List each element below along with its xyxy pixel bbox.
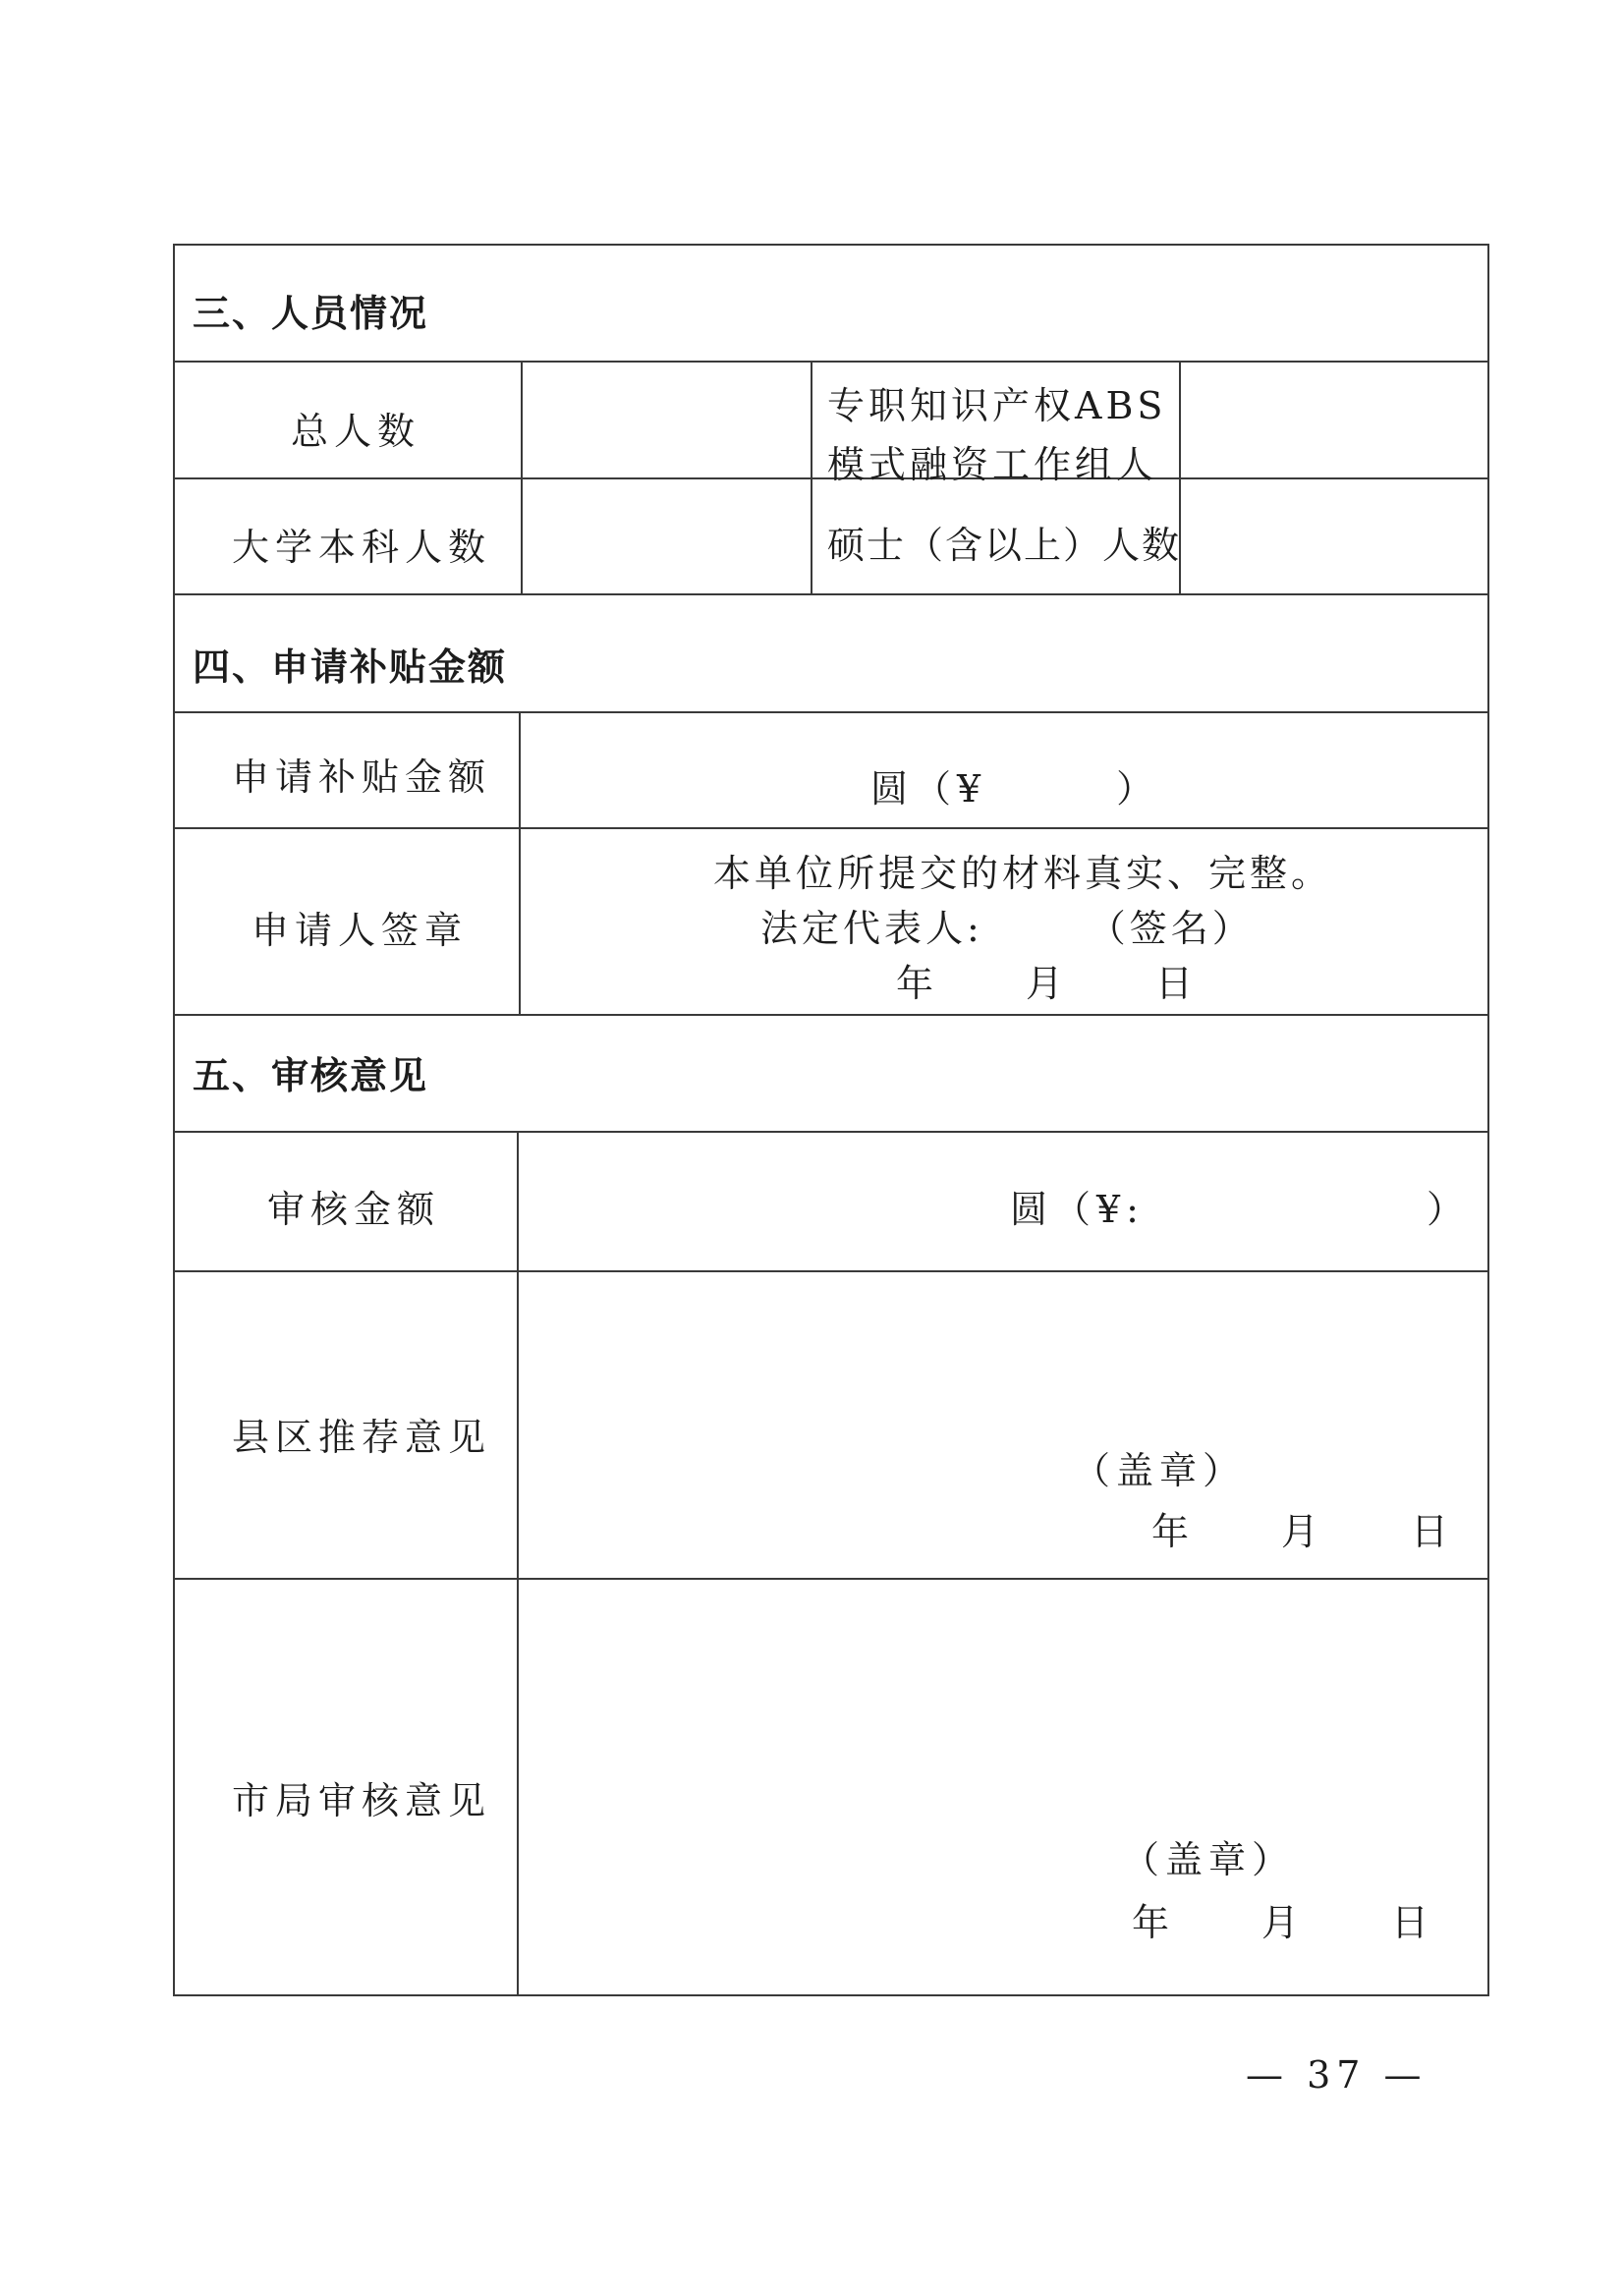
table-row-divider xyxy=(173,593,1489,595)
column-divider xyxy=(521,361,523,594)
applicant-signature-label: 申请人签章 xyxy=(252,909,469,952)
master-staff-label: 硕士（含以上）人数 xyxy=(827,524,1182,567)
column-divider xyxy=(519,711,521,1015)
legal-representative-signature: 法定代表人: （签名） xyxy=(760,907,1254,950)
abs-staff-label-line2: 模式融资工作组人 xyxy=(827,443,1158,486)
table-border-right xyxy=(1487,244,1489,1996)
county-recommendation-label: 县区推荐意见 xyxy=(232,1416,492,1459)
bachelor-staff-label: 大学本科人数 xyxy=(232,526,492,569)
city-review-label: 市局审核意见 xyxy=(232,1779,492,1822)
subsidy-amount-value: 圆（¥ ） xyxy=(870,767,1160,811)
section-title-subsidy: 四、申请补贴金额 xyxy=(193,645,508,689)
table-border-top xyxy=(173,244,1489,246)
county-date: 年 月 日 xyxy=(1151,1510,1455,1553)
abs-staff-label-line1: 专职知识产权ABS xyxy=(827,384,1167,427)
authenticity-statement: 本单位所提交的材料真实、完整。 xyxy=(713,852,1333,895)
column-divider xyxy=(517,1131,519,1995)
total-staff-label: 总人数 xyxy=(291,410,421,453)
table-row-divider xyxy=(173,711,1489,713)
table-border-bottom xyxy=(173,1994,1489,1996)
page-number: — 37 — xyxy=(1246,2053,1428,2097)
table-row-divider xyxy=(173,827,1489,829)
audit-amount-value: 圆（¥: xyxy=(1010,1188,1145,1231)
table-row-divider xyxy=(173,1270,1489,1272)
county-seal: （盖章） xyxy=(1073,1449,1247,1492)
audit-amount-close-paren: ） xyxy=(1427,1188,1471,1231)
audit-amount-label: 审核金额 xyxy=(267,1188,441,1231)
application-date: 年 月 日 xyxy=(896,962,1200,1005)
subsidy-amount-label: 申请补贴金额 xyxy=(232,756,492,799)
table-border-left xyxy=(173,244,175,1996)
table-row-divider xyxy=(173,361,1489,363)
column-divider xyxy=(811,361,812,594)
section-title-personnel: 三、人员情况 xyxy=(193,292,429,335)
table-row-divider xyxy=(173,1578,1489,1580)
section-title-review: 五、审核意见 xyxy=(193,1054,429,1097)
city-date: 年 月 日 xyxy=(1132,1901,1435,1944)
city-seal: （盖章） xyxy=(1122,1838,1296,1881)
table-row-divider xyxy=(173,1014,1489,1016)
table-row-divider xyxy=(173,1131,1489,1133)
